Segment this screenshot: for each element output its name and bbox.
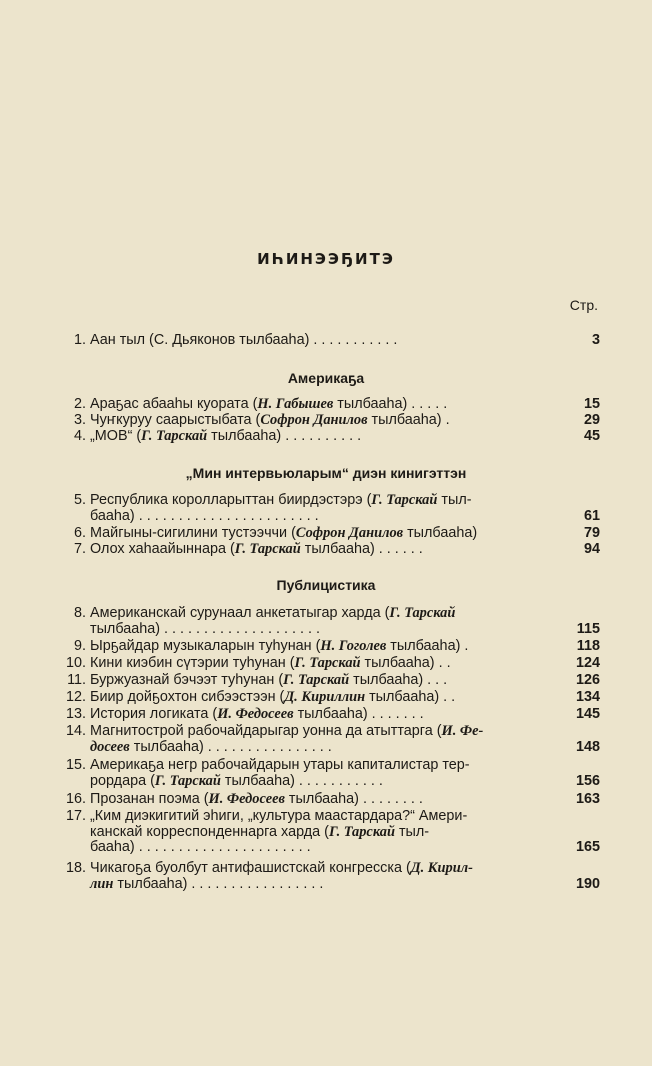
entry-text: тылбааһа) . . . . . . . — [293, 706, 424, 722]
entry-author: Г. Тарскай — [328, 823, 395, 840]
entry-author: И. Федосеев — [217, 706, 294, 722]
entry-text: тылбааһа) . . . — [349, 672, 448, 688]
entry-page: 61 — [583, 507, 600, 524]
entry-text: Араҕас абааһы куората ( — [90, 396, 258, 412]
entry-author: Г. Тарскай — [234, 541, 301, 557]
entry-page: 156 — [575, 772, 600, 789]
entry-number: 4. — [73, 428, 86, 444]
entry-number: 17. — [65, 808, 86, 824]
entry-text: тылбааһа) . . . . . . . . . . . — [220, 772, 383, 789]
entry-number: 6. — [73, 525, 86, 541]
entry-text: канскай корреспонденнарга харда ( — [90, 823, 329, 840]
entry-page: 94 — [583, 541, 600, 557]
section-heading: Америкаҕа — [287, 370, 365, 386]
toc-entry[interactable] — [60, 413, 600, 429]
toc-entry[interactable] — [60, 639, 600, 655]
entry-text: Майгыны-сигилини тустээччи ( — [90, 525, 296, 541]
toc-entry[interactable] — [60, 397, 600, 413]
toc-entry[interactable] — [60, 707, 600, 723]
toc-entry[interactable] — [60, 861, 600, 892]
entry-page: 79 — [583, 525, 600, 541]
entry-text: тылбааһа) . . . . . . . . . . — [207, 428, 362, 444]
entry-author: Н. Габышев — [257, 396, 334, 412]
entry-text: Америкаҕа негр рабочайдарын утары капиталистар тер- — [90, 757, 470, 773]
toc-entry[interactable] — [60, 724, 600, 755]
entry-author: Г. Тарскай — [154, 772, 221, 789]
entry-number: 8. — [73, 605, 86, 621]
entry-author: Софрон Данилов — [295, 525, 404, 541]
toc-entry[interactable] — [60, 690, 600, 706]
entry-page: 163 — [575, 791, 600, 807]
toc-entry[interactable] — [60, 792, 600, 808]
entry-page: 126 — [575, 672, 600, 688]
entry-text: тылбааһа) . . . . . . . . . . . . . . . . . . . . — [90, 620, 320, 637]
toc-entry[interactable] — [60, 333, 600, 349]
entry-text: Американскай сурунаал анкетатыгар харда ( — [90, 605, 390, 621]
entry-text: тылбааһа) . — [367, 412, 450, 428]
entry-text: тыл- — [437, 492, 472, 508]
entry-page: 29 — [583, 412, 600, 428]
toc-entry[interactable] — [60, 673, 600, 689]
entry-text: Буржуазнай бэчээт туһунан ( — [90, 672, 284, 688]
entry-page: 45 — [583, 428, 600, 444]
entry-page: 165 — [575, 839, 600, 856]
entry-page: 15 — [583, 396, 600, 412]
entry-number: 9. — [73, 638, 86, 654]
entry-author: Г. Тарскай — [371, 492, 438, 508]
entry-text: Биир дойҕохтон сибээстээн ( — [90, 689, 285, 705]
toc-entry[interactable] — [60, 758, 600, 789]
entry-text: бааһа) . . . . . . . . . . . . . . . . . . . . . . . — [90, 507, 319, 524]
entry-number: 12. — [65, 689, 86, 705]
entry-author: Д. Кириллин — [284, 689, 366, 705]
toc-entry[interactable] — [60, 542, 600, 558]
entry-text: тылбааһа) . . . . . . — [300, 541, 423, 557]
entry-author: лин — [90, 875, 114, 892]
entry-number: 3. — [73, 412, 86, 428]
toc-entry[interactable] — [60, 656, 600, 672]
page-title: ИҺИНЭЭҔИТЭ — [257, 250, 395, 268]
entry-text: рордара ( — [90, 772, 155, 789]
entry-page: 118 — [576, 638, 600, 654]
entry-text: Магнитострой рабочайдарыгар уонна да атыттарга ( — [90, 723, 442, 739]
entry-author: И. Фе- — [441, 723, 484, 739]
entry-author: Г. Тарскай — [294, 655, 361, 671]
entry-page: 148 — [575, 738, 600, 755]
entry-text: „Ким диэкигитий эһиги, „культура маастардара?“ Амери- — [90, 808, 468, 824]
entry-author: Софрон Данилов — [260, 412, 368, 428]
entry-number: 11. — [67, 672, 86, 688]
section-heading: Публицистика — [276, 577, 376, 593]
entry-text: тылбааһа) . . . . . — [333, 396, 448, 412]
entry-number: 2. — [73, 396, 86, 412]
entry-number: 10. — [65, 655, 86, 671]
toc-entry[interactable] — [60, 493, 600, 524]
toc-entry[interactable] — [60, 606, 600, 637]
entry-author: И. Федосеев — [208, 791, 285, 807]
entry-text: тылбааһа) . . — [360, 655, 451, 671]
entry-author: Н. Гоголев — [320, 638, 387, 654]
entry-number: 18. — [65, 860, 86, 876]
entry-author: Г. Тарскай — [141, 428, 208, 444]
toc-entry[interactable] — [60, 809, 600, 856]
entry-text: тылбааһа) . . . . . . . . — [284, 791, 423, 807]
entry-text: Прозанан поэма ( — [90, 791, 209, 807]
entry-text: Республика королларыттан биирдэстэрэ ( — [90, 492, 372, 508]
toc-entry[interactable] — [60, 526, 600, 542]
entry-text: тылбааһа) — [403, 525, 478, 541]
entry-page: 124 — [575, 655, 600, 671]
entry-author: Г. Тарскай — [389, 605, 456, 621]
entry-number: 16. — [65, 791, 86, 807]
entry-text: бааһа) . . . . . . . . . . . . . . . . . . . . . . — [90, 839, 311, 856]
entry-text: Чикагоҕа буолбут антифашистскай конгресска ( — [90, 860, 411, 876]
entry-text: Ырҕайдар музыкаларын туһунан ( — [90, 638, 321, 654]
page-column-header: Стр. — [569, 297, 598, 313]
entry-author: Д. Кирил- — [410, 860, 473, 876]
entry-number: 13. — [65, 706, 86, 722]
entry-text: тылбааһа) . . . . . . . . . . . . . . . . . — [113, 875, 324, 892]
entry-number: 7. — [73, 541, 86, 557]
entry-author: досеев — [90, 738, 130, 755]
entry-text: тылбааһа) . — [386, 638, 469, 654]
entry-page: 115 — [576, 620, 600, 637]
entry-text: тыл- — [394, 823, 430, 840]
entry-text: тылбааһа) . . — [365, 689, 456, 705]
entry-author: Г. Тарскай — [283, 672, 350, 688]
entry-number: 1. — [73, 332, 86, 348]
entry-number: 15. — [65, 757, 86, 773]
entry-page: 190 — [575, 875, 600, 892]
entry-text: „МОВ“ ( — [90, 428, 142, 444]
section-heading: „Мин интервьюларым“ диэн кинигэттэн — [185, 465, 467, 481]
entry-text: Чуҥкуруу саарыстыбата ( — [90, 412, 261, 428]
entry-text: Аан тыл (С. Дьяконов тылбааһа) . . . . . . . . . . . — [90, 332, 398, 348]
entry-page: 134 — [575, 689, 600, 705]
entry-text: История логиката ( — [90, 706, 218, 722]
entry-text: Кини киэбин сүтэрии туһунан ( — [90, 655, 295, 671]
entry-number: 14. — [65, 723, 86, 739]
entry-number: 5. — [73, 492, 86, 508]
entry-text: тылбааһа) . . . . . . . . . . . . . . . . — [129, 738, 332, 755]
entry-page: 145 — [575, 706, 600, 722]
entry-text: Олох хаһаайыннара ( — [90, 541, 235, 557]
toc-entry[interactable] — [60, 429, 600, 445]
entry-page: 3 — [591, 332, 600, 348]
